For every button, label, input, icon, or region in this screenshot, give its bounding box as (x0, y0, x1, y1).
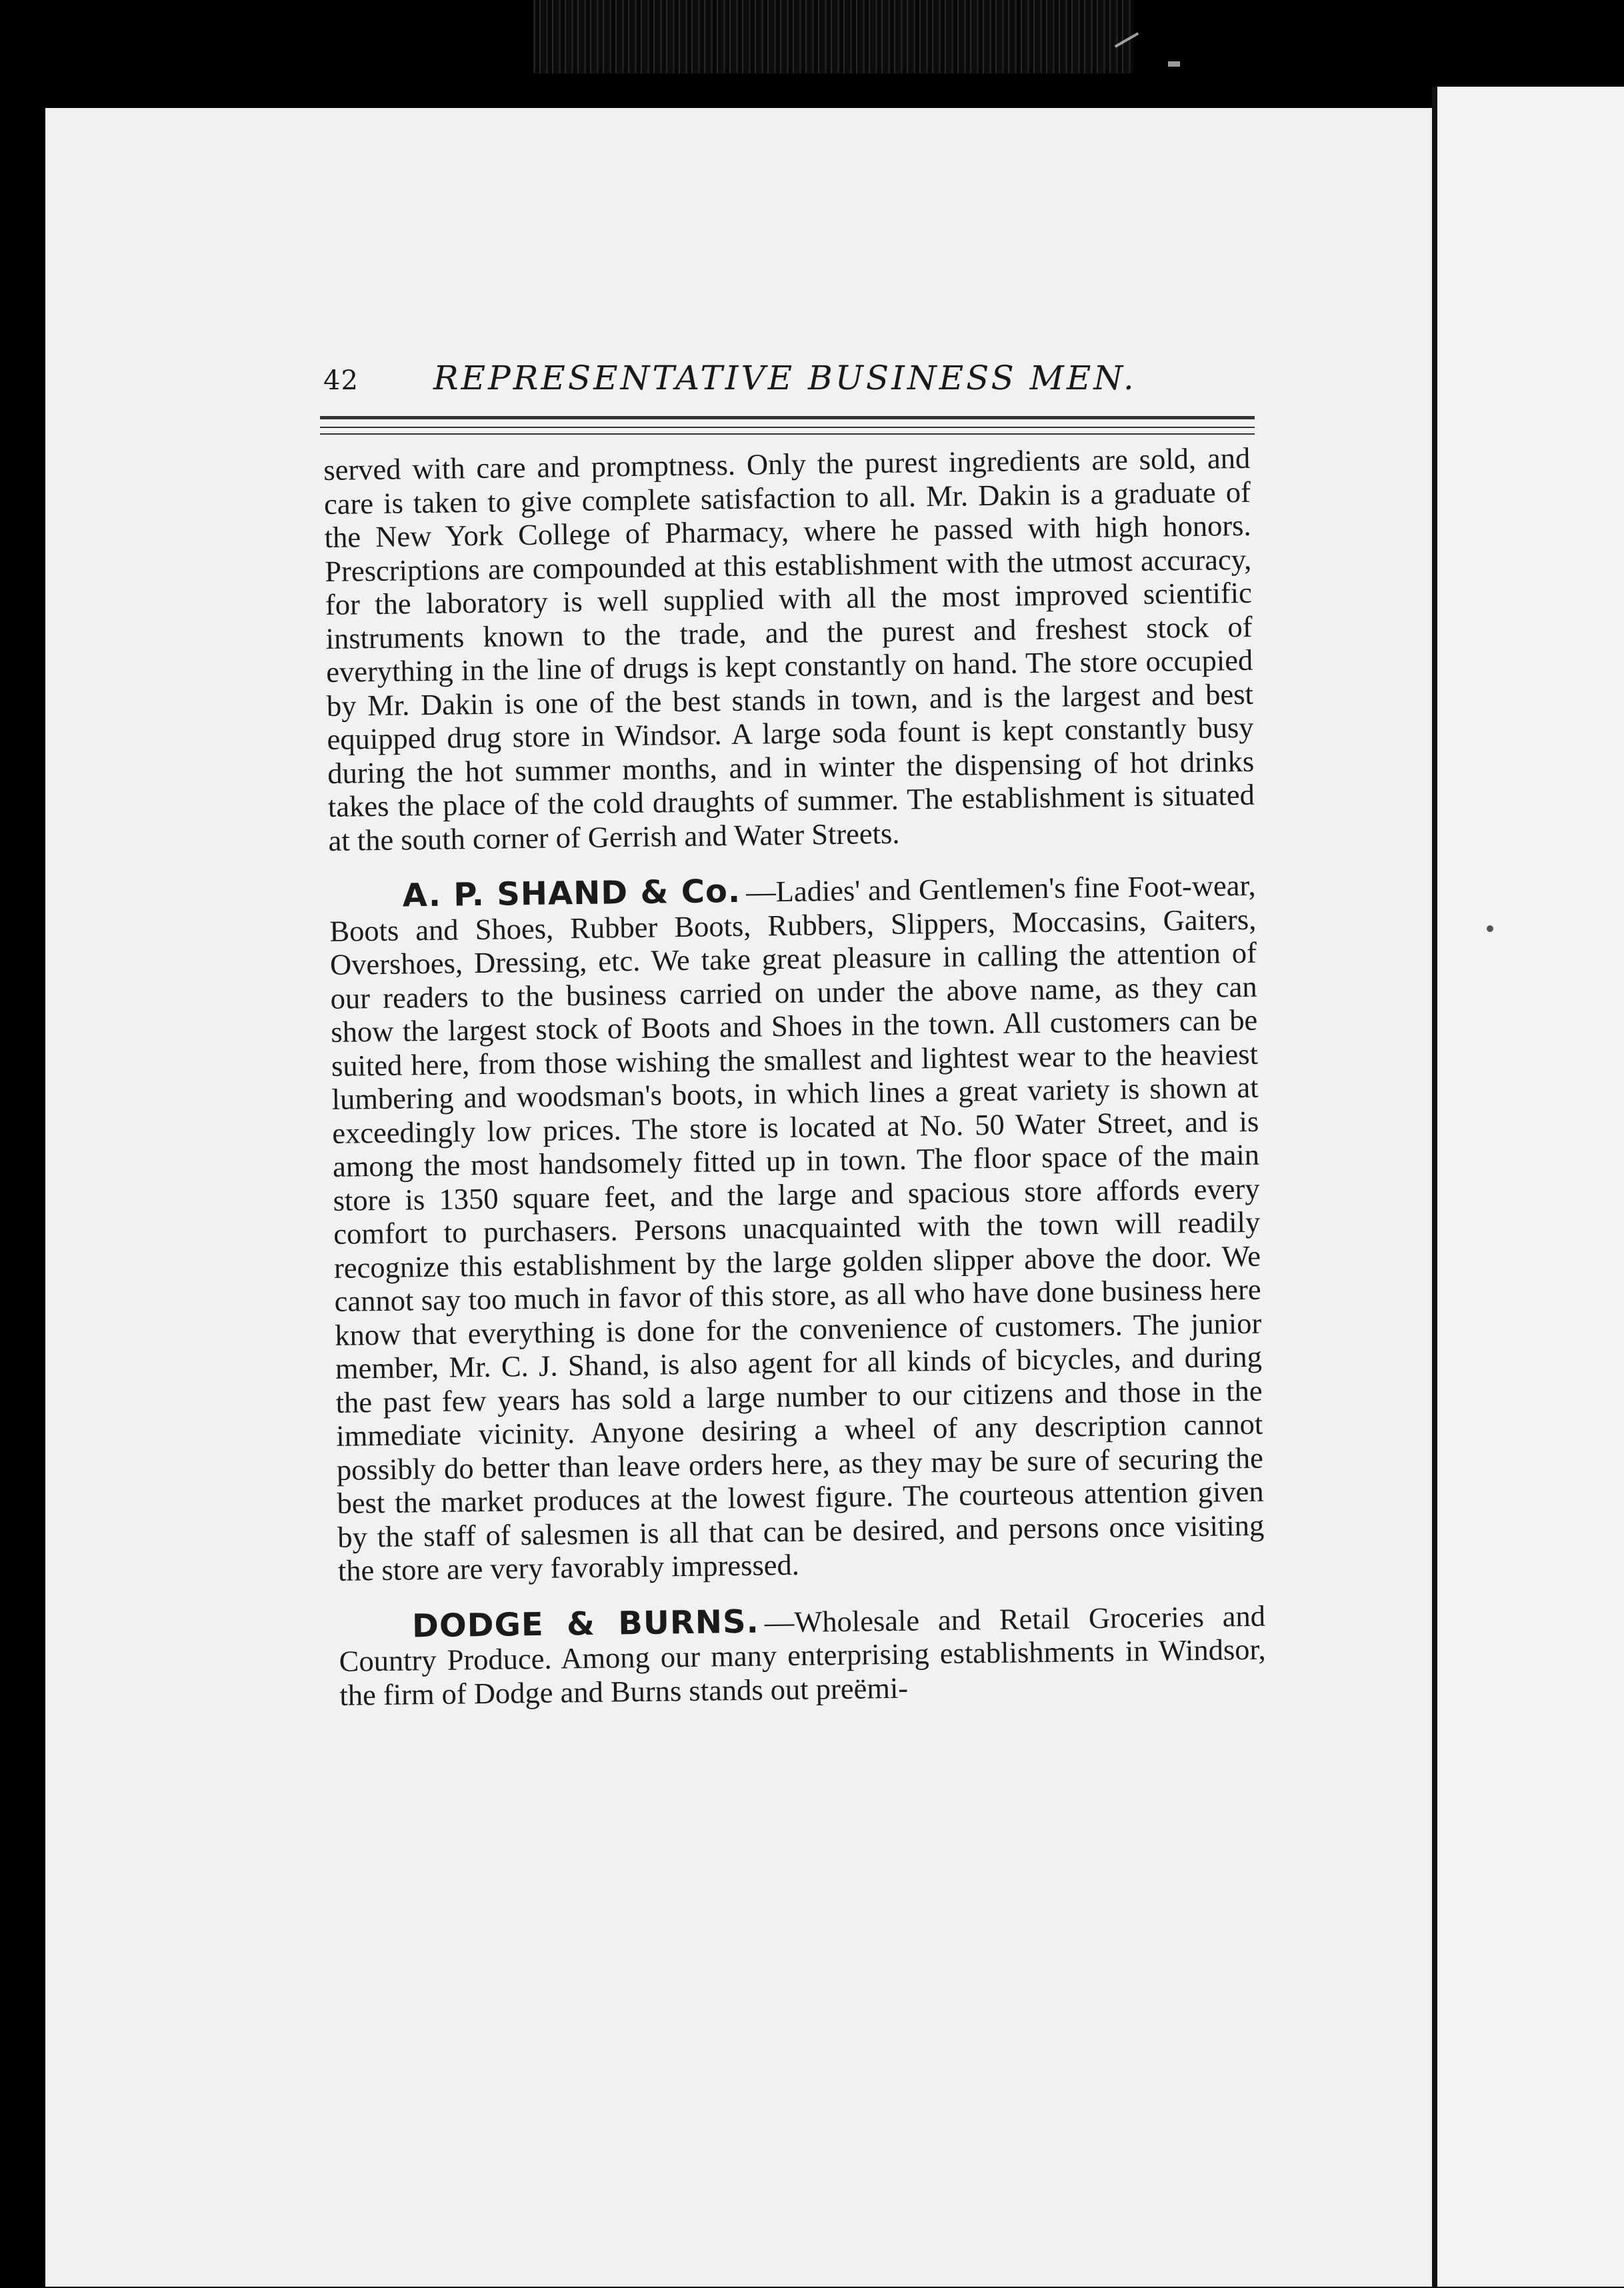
paragraph-text: served with care and promptness. Only the purest ingredients are sold, and care is taken to give complete satisfaction to all. Mr. Dakin is a graduate of the New York College of Pharmacy, where he passed with high honors. Prescriptions are compounded at this establishment with the utmost accuracy, for the laboratory is well supplied with all the most improved scientific instruments known to the trade, and the purest and freshest stock of everything in the line of drugs is kept constantly on hand. The store occupied by Mr. Dakin is one of the best stands in town, and is the largest and best equipped drug store in Windsor. A large soda fount is kept constantly busy during the hot summer months, and in winter the dispensing of hot drinks takes the place of the cold draughts of summer. The establishment is situated at the south corner of Gerrish and Water Streets. (323, 441, 1255, 857)
paragraph-text: Ladies' and Gentlemen's fine Foot-wear, Boots and Shoes, Rubber Boots, Rubbers, Slippers, Moccasins, Gaiters, Overshoes, Dressing, etc. We take great pleasure in calling the attention of our readers to the business carried on under the above name, as they can show the largest stock of Boots and Shoes in the town. All customers can be suited here, from those wishing the smallest and lightest wear to the heaviest lumbering and woodsman's boots, in which lines a great variety is shown at exceedingly low prices. The store is located at No. 50 Water Street, and is among the most handsomely fitted up in town. The floor space of the main store is 1350 square feet, and the large and spacious store affords every comfort to purchasers. Persons unacquainted with the town will readily recognize this establishment by the large golden slipper above the door. We cannot say too much in favor of this store, as all who have done business here know that everything is done for the convenience of customers. The junior member, Mr. C. J. Shand, is also agent for all kinds of bicycles, and during the past few years has sold a large number to our citizens and those in the immediate vicinity. Anyone desiring a wheel of any description cannot possibly do better than leave orders here, as they may be sure of securing the best the market produces at the lowest figure. The courteous attention given by the staff of salesmen is all that can be desired, and persons once visiting the store are very favorably impressed. (329, 868, 1265, 1587)
page-speck (1487, 925, 1493, 932)
header-rule (320, 433, 1255, 435)
paragraph-text: Wholesale and Retail Groceries and Country Produce. Among our many enterprising establishments in Windsor, the firm of Dodge and Burns stands out preëmi- (339, 1599, 1266, 1712)
article-body (323, 441, 1267, 1712)
page-number: 42 (323, 365, 359, 396)
shand-paragraph (329, 868, 1265, 1588)
firm-separator: — (745, 875, 777, 909)
firm-separator: — (764, 1605, 795, 1639)
facing-page-edge (1432, 87, 1624, 2287)
page-header (323, 359, 1250, 405)
scan-border-noise (533, 0, 1133, 73)
header-rule (320, 416, 1255, 419)
dodge-burns-paragraph (339, 1598, 1267, 1712)
dakin-paragraph (323, 441, 1255, 857)
header-rule (320, 427, 1255, 428)
scan-speck (1168, 61, 1180, 67)
firm-name: DODGE & BURNS. (411, 1603, 760, 1645)
firm-name: A. P. SHAND & Co. (402, 872, 741, 915)
running-title: REPRESENTATIVE BUSINESS MEN. (433, 359, 1137, 397)
